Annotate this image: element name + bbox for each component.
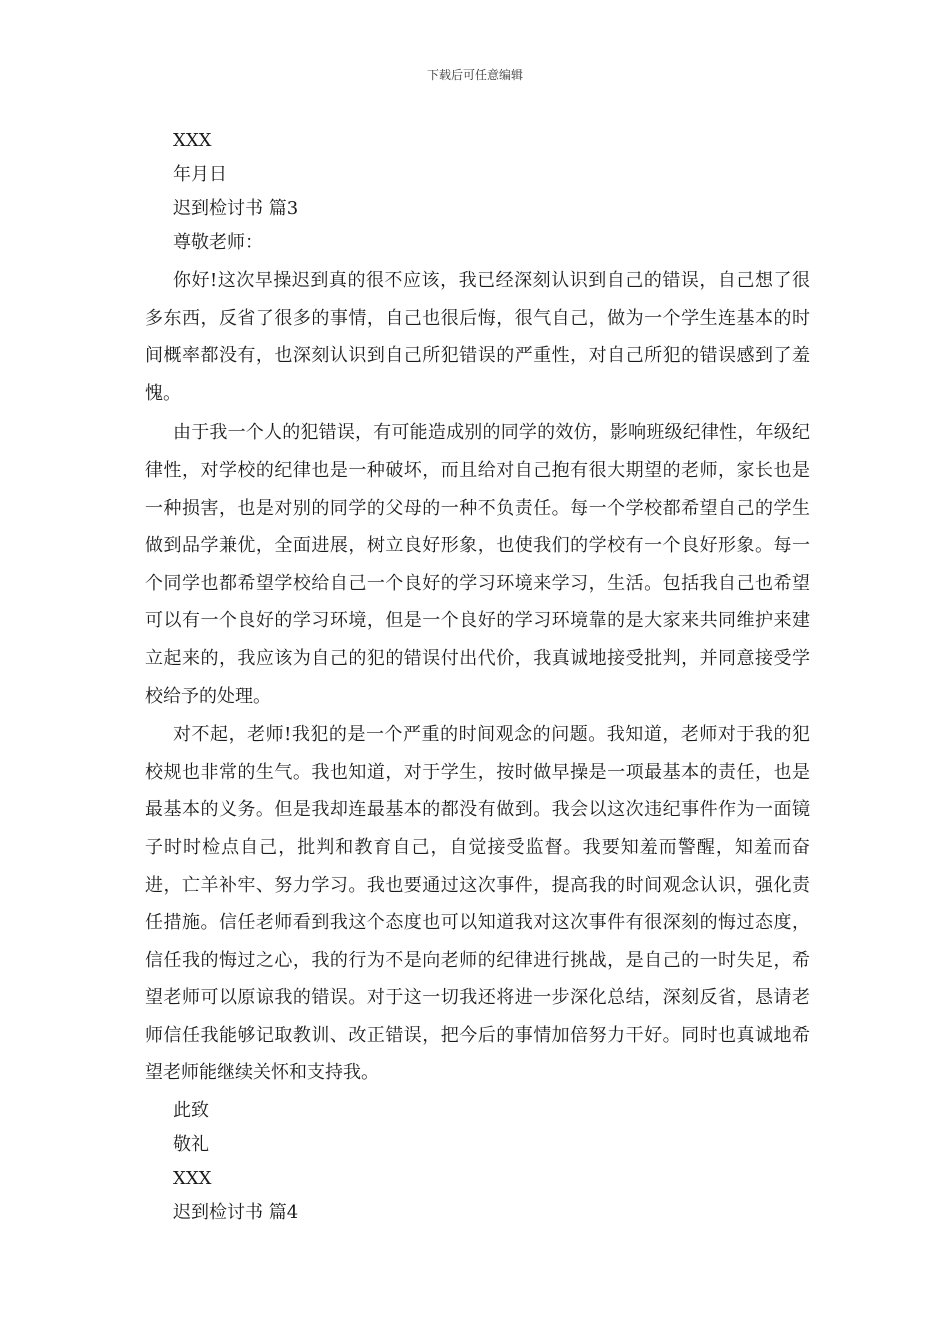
closing-phrase: 此致 bbox=[173, 1100, 209, 1122]
paragraph-2: 由于我一个人的犯错误，有可能造成别的同学的效仿，影响班级纪律性，年级纪律性，对学校的纪律也是一种破坏，而且给对自己抱有很大期望的老师，家长也是一种损害，也是对别的同学的父母的一种不负责任。每一个学校都希望自己的学生做到品学兼优，全面进展，树立良好形象，也使我们的学校有一个良好形象。每一个同学也都希望学校给自己一个良好的学习环境来学习，生活。包括我自己也希望可以有一个良好的学习环境，但是一个良好的学习环境靠的是大家来共同维护来建立起来的，我应该为自己的犯的错误付出代价，我真诚地接受批判，并同意接受学校给予的处理。 bbox=[145, 422, 810, 707]
document-body bbox=[145, 124, 810, 1230]
closing-block bbox=[145, 1094, 810, 1230]
section-title-4: 迟到检讨书 篇4 bbox=[173, 1202, 299, 1224]
paragraph-3: 对不起，老师!我犯的是一个严重的时间观念的问题。我知道，老师对于我的犯校规也非常的生气。我也知道，对于学生，按时做早操是一项最基本的责任，也是最基本的义务。但是我却连最基本的都没有做到。我会以这次违纪事件作为一面镜子时时检点自己，批判和教育自己，自觉接受监督。我要知羞而警醒，知羞而奋进，亡羊补牢、努力学习。我也要通过这次事件，提高我的时间观念认识，强化责任措施。信任老师看到我这个态度也可以知道我对这次事件有很深刻的悔过态度，信任我的悔过之心，我的行为不是向老师的纪律进行挑战，是自己的一时失足，希望老师可以原谅我的错误。对于这一切我还将进一步深化总结，深刻反省，恳请老师信任我能够记取教训、改正错误，把今后的事情加倍努力干好。同时也真诚地希望老师能继续关怀和支持我。 bbox=[145, 724, 810, 1084]
section-title-3: 迟到检讨书 篇3 bbox=[173, 198, 299, 219]
closing-salute: 敬礼 bbox=[173, 1134, 209, 1156]
signature-top: XXX bbox=[173, 130, 212, 151]
date-line: 年月日 bbox=[173, 164, 227, 185]
page-header-note: 下载后可任意编辑 bbox=[426, 68, 523, 82]
signature-bottom: XXX bbox=[173, 1168, 212, 1190]
paragraph-1: 你好!这次早操迟到真的很不应该，我已经深刻认识到自己的错误，自己想了很多东西，反省了很多的事情，自己也很后悔，很气自己，做为一个学生连基本的时间概率都没有，也深刻认识到自己所犯错误的严重性，对自己所犯的错误感到了羞愧。 bbox=[145, 270, 810, 404]
salutation: 尊敬老师： bbox=[173, 232, 263, 253]
